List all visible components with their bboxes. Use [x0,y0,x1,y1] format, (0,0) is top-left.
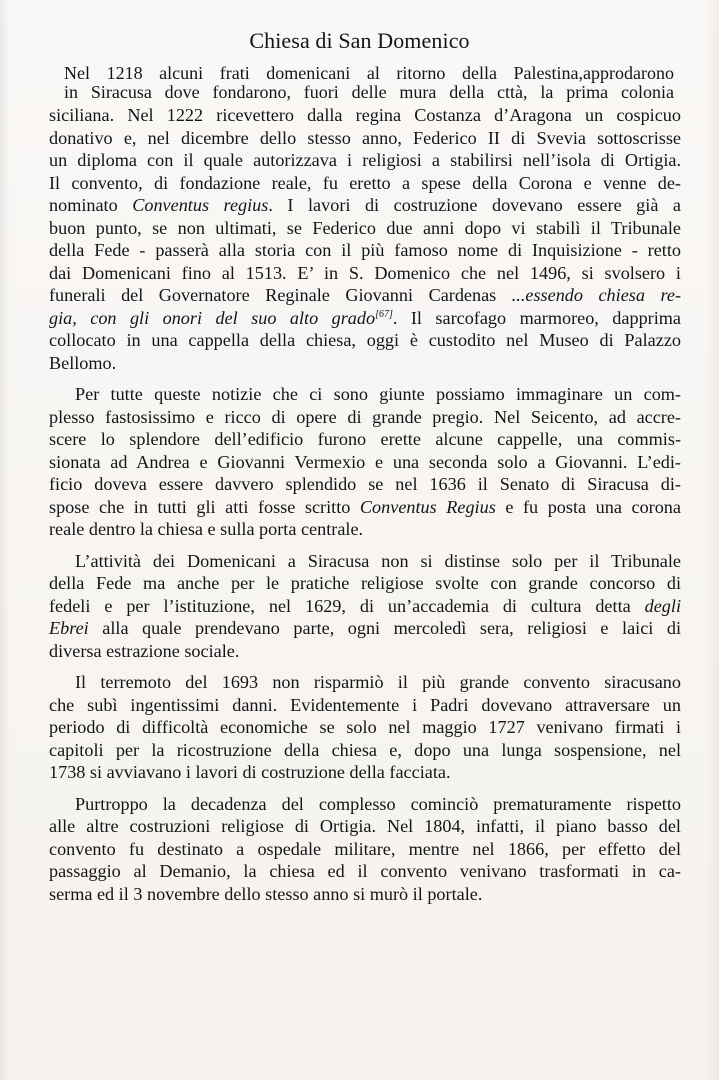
paragraph-5-line: alle altre costruzioni religiose di Ortigia. Nel 1804, infatti, il piano basso del [49,816,681,836]
intro-line: Nel 1218 alcuni frati domenicani al ritorno della Palestina,approdarono [64,63,674,83]
text-span: fedeli e per l’istituzione, nel 1629, di un’accademia di cultura detta [49,595,645,616]
footnote-reference: [67] [375,308,393,320]
paragraph-1-line [49,284,681,307]
paragraph-5-line: convento fu destinato a ospedale militare, mentre nel 1866, per effetto del [49,838,681,859]
paragraph-4-line: 1738 si avviavano i lavori di costruzione della facciata. [49,762,451,782]
paragraph-3-line [49,595,681,618]
paragraph-1-line [49,307,681,330]
intro-line: in Siracusa dove fondarono, fuori delle mura della cttà, la prima colonia [64,82,674,102]
paragraph-2-line: plesso fastosissimo e ricco di opere di grande pregio. Nel Seicento, ad accre- [49,406,681,427]
paragraph-3-line: diversa estrazione sociale. [49,640,240,661]
paragraph-4-line: periodo di difficoltà economiche se solo nel maggio 1727 venivano firmati i [49,717,681,737]
italic-text: Conventus Regius [359,496,496,517]
paragraph-1-line: collocato in una cappella della chiesa, oggi è custodito nel Museo di Palazzo [49,330,681,350]
paragraph-2-line [49,496,681,519]
italic-text: gia, con gli onori del suo alto grado [49,307,376,328]
body-text [49,104,681,905]
text-span: Nel 1222 ricevettero dalla regina Costanza d’Aragona un cospicuo [127,105,681,125]
paragraph-5-line: Purtroppo la decadenza del complesso cominciò prematuramente rispetto [75,793,681,814]
intro-line: siciliana. [49,105,115,125]
paragraph-4-line: che subì ingentissimi danni. Evidentemente i Padri dovevano attraversare un [49,694,681,715]
paragraph-1-line: un diploma con il quale autorizzava i religiosi a stabilirsi nell’isola di Ortigia. [49,150,681,170]
paragraph-2-line: sionata ad Andrea e Giovanni Vermexio e una seconda solo a Giovanni. L’edi- [49,451,681,472]
paragraph-1-line: Il convento, di fondazione reale, fu eretto a spese della Corona e venne de- [49,172,681,193]
paragraph-2-line: reale dentro la chiesa e sulla porta centrale. [49,519,364,539]
text-span: . Il sarcofago marmoreo, dapprima [392,307,681,328]
text-span: nominato [49,195,133,215]
paragraph-2-line: ficio doveva essere davvero splendido se nel 1636 il Senato di Siracusa di- [49,474,681,494]
text-span: funerali del Governatore Reginale Giovanni Cardenas [49,285,512,305]
page-edge-shadow [705,0,719,1080]
italic-text: ...essendo chiesa re- [511,285,681,305]
paragraph-2-line: scere lo splendore dell’edificio furono erette alcune cappelle, una commis- [49,429,681,449]
paragraph-1-line [49,104,681,127]
paragraph-4-line: capitoli per la ricostruzione della chiesa e, dopo una lunga sospensione, nel [49,739,681,760]
paragraph-3-line: L’attività dei Domenicani a Siracusa non si distinse solo per il Tribunale [75,550,681,571]
paragraph-1-line: dai Domenicani fino al 1513. E’ in S. Domenico che nel 1496, si svolsero i [49,262,681,283]
intro-block [64,64,674,102]
italic-text: Conventus regius [132,195,269,215]
paragraph-1-line: buon punto, se non ultimati, se Federico due anni dopo vi stabilì il Tribunale [49,217,681,238]
text-span: alla quale prendevano parte, ogni mercoledì sera, religiosi e laici di [88,618,681,638]
paragraph-4-line: Il terremoto del 1693 non risparmiò il più grande convento siracusano [75,672,681,692]
paragraph-2-line: Per tutte queste notizie che ci sono giunte possiamo immaginare un com- [75,384,681,404]
text-span: . I lavori di costruzione dovevano essere già a [268,195,682,215]
paragraph-1-line: della Fede - passerà alla storia con il più famoso nome di Inquisizione - retto [49,240,681,260]
paragraph-3-line: della Fede ma anche per le pratiche religiose svolte con grande concorso di [49,573,681,593]
paragraph-5-line: passaggio al Demanio, la chiesa ed il convento venivano trasformati in ca- [49,861,681,881]
text-span: e fu posta una corona [495,496,681,517]
italic-text: Ebrei [49,618,89,638]
paragraph-5-line: serma ed il 3 novembre dello stesso anno si murò il portale. [49,883,483,904]
text-span: spose che in tutti gli atti fosse scritto [49,496,360,517]
italic-text: degli [644,595,681,616]
paragraph-3-line [49,617,681,640]
paragraph-1-line [49,194,681,217]
page-title: Chiesa di San Domenico [249,28,470,53]
paragraph-1-line: donativo e, nel dicembre dello stesso anno, Federico II di Svevia sottoscrisse [49,127,681,148]
paragraph-1-line: Bellomo. [49,352,117,373]
